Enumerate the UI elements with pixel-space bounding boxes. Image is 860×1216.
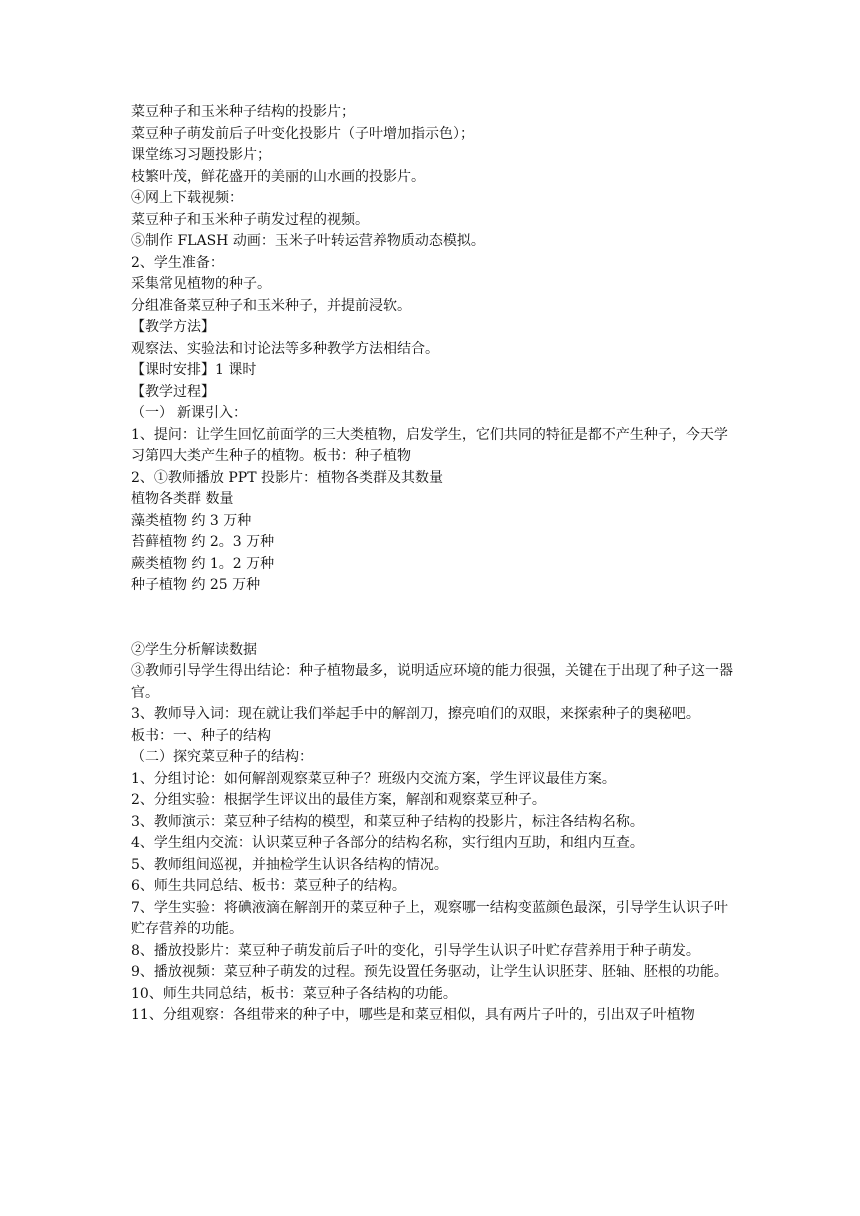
text-line: 3、教师演示：菜豆种子结构的模型，和菜豆种子结构的投影片，标注各结构名称。: [131, 813, 644, 830]
table-row-line: 苔藓植物 约 2。3 万种: [131, 534, 275, 550]
subsection-title: 新课引入：: [177, 405, 247, 421]
table-header-line: 植物各类群 数量: [131, 491, 234, 507]
subsection-heading: （二）探究菜豆种子的结构：: [131, 749, 313, 765]
text-line: 枝繁叶茂，鲜花盛开的美丽的山水画的投影片。: [131, 168, 425, 185]
text-line: 1、分组讨论：如何解剖观察菜豆种子？班级内交流方案，学生评议最佳方案。: [131, 770, 616, 787]
table-row-line: 种子植物 约 25 万种: [131, 577, 261, 593]
text-paragraph: 9、播放视频：菜豆种子萌发的过程。预先设置任务驱动，让学生认识胚芽、胚轴、胚根的功能。: [131, 964, 728, 980]
text-line: 5、教师组间巡视，并抽检学生认识各结构的情况。: [131, 856, 448, 873]
blank-space: [131, 597, 736, 640]
text-line: 2、学生准备：: [131, 254, 224, 271]
table-row-line: 蕨类植物 约 1。2 万种: [131, 555, 275, 572]
text-line: ⑤制作 FLASH 动画：玉米子叶转运营养物质动态模拟。: [131, 233, 485, 249]
text-paragraph: 7、学生实验：将碘液滴在解剖开的菜豆种子上，观察哪一结构变蓝颜色最深，引导学生认识子叶贮存营养的功能。: [131, 899, 728, 937]
text-line: 8、播放投影片：菜豆种子萌发前后子叶的变化，引导学生认识子叶贮存营养用于种子萌发。: [131, 942, 700, 959]
text-line: 10、师生共同总结，板书：菜豆种子各结构的功能。: [131, 985, 457, 1002]
text-line: 2、分组实验：根据学生评议出的最佳方案，解剖和观察菜豆种子。: [131, 792, 546, 808]
subsection-number: （一）: [131, 405, 173, 421]
table-row-line: 藻类植物 约 3 万种: [131, 512, 252, 529]
text-paragraph: ③教师引导学生得出结论：种子植物最多，说明适应环境的能力很强，关键在于出现了种子这一器官。: [131, 663, 733, 701]
section-heading: 【教学方法】: [131, 319, 215, 335]
text-line: 6、师生共同总结、板书：菜豆种子的结构。: [131, 878, 406, 894]
subsection-heading: [131, 403, 736, 425]
text-line: 观察法、实验法和讨论法等多种教学方法相结合。: [131, 340, 439, 357]
text-line: 11、分组观察：各组带来的种子中，哪些是和菜豆相似，具有两片子叶的，引出双子叶植物: [131, 1007, 695, 1023]
text-line: ④网上下载视频：: [131, 190, 243, 206]
text-line: 菜豆种子和玉米种子萌发过程的视频。: [131, 211, 369, 228]
section-heading: 【课时安排】1 课时: [131, 362, 257, 378]
text-line: 课堂练习习题投影片；: [131, 147, 271, 163]
text-line: 3、教师导入词：现在就让我们举起手中的解剖刀，擦亮咱们的双眼，来探索种子的奥秘吧。: [131, 706, 700, 722]
document-body: [131, 102, 736, 1027]
text-paragraph: 1、提问：让学生回忆前面学的三大类植物，启发学生，它们共同的特征是都不产生种子，今天学习第四大类产生种子的植物。板书：种子植物: [131, 426, 728, 464]
text-line: 菜豆种子和玉米种子结构的投影片；: [131, 104, 355, 120]
text-line: 板书：一、种子的结构: [131, 727, 271, 744]
text-line: 菜豆种子萌发前后子叶变化投影片（子叶增加指示色）；: [131, 125, 474, 142]
text-line: 采集常见植物的种子。: [131, 276, 271, 292]
section-heading: 【教学过程】: [131, 383, 215, 400]
text-line: 4、学生组内交流：认识菜豆种子各部分的结构名称，实行组内互助，和组内互查。: [131, 835, 644, 851]
text-line: 分组准备菜豆种子和玉米种子，并提前浸软。: [131, 297, 411, 314]
text-line: ②学生分析解读数据: [131, 641, 257, 658]
text-line: 2、①教师播放 PPT 投影片：植物各类群及其数量: [131, 469, 443, 486]
